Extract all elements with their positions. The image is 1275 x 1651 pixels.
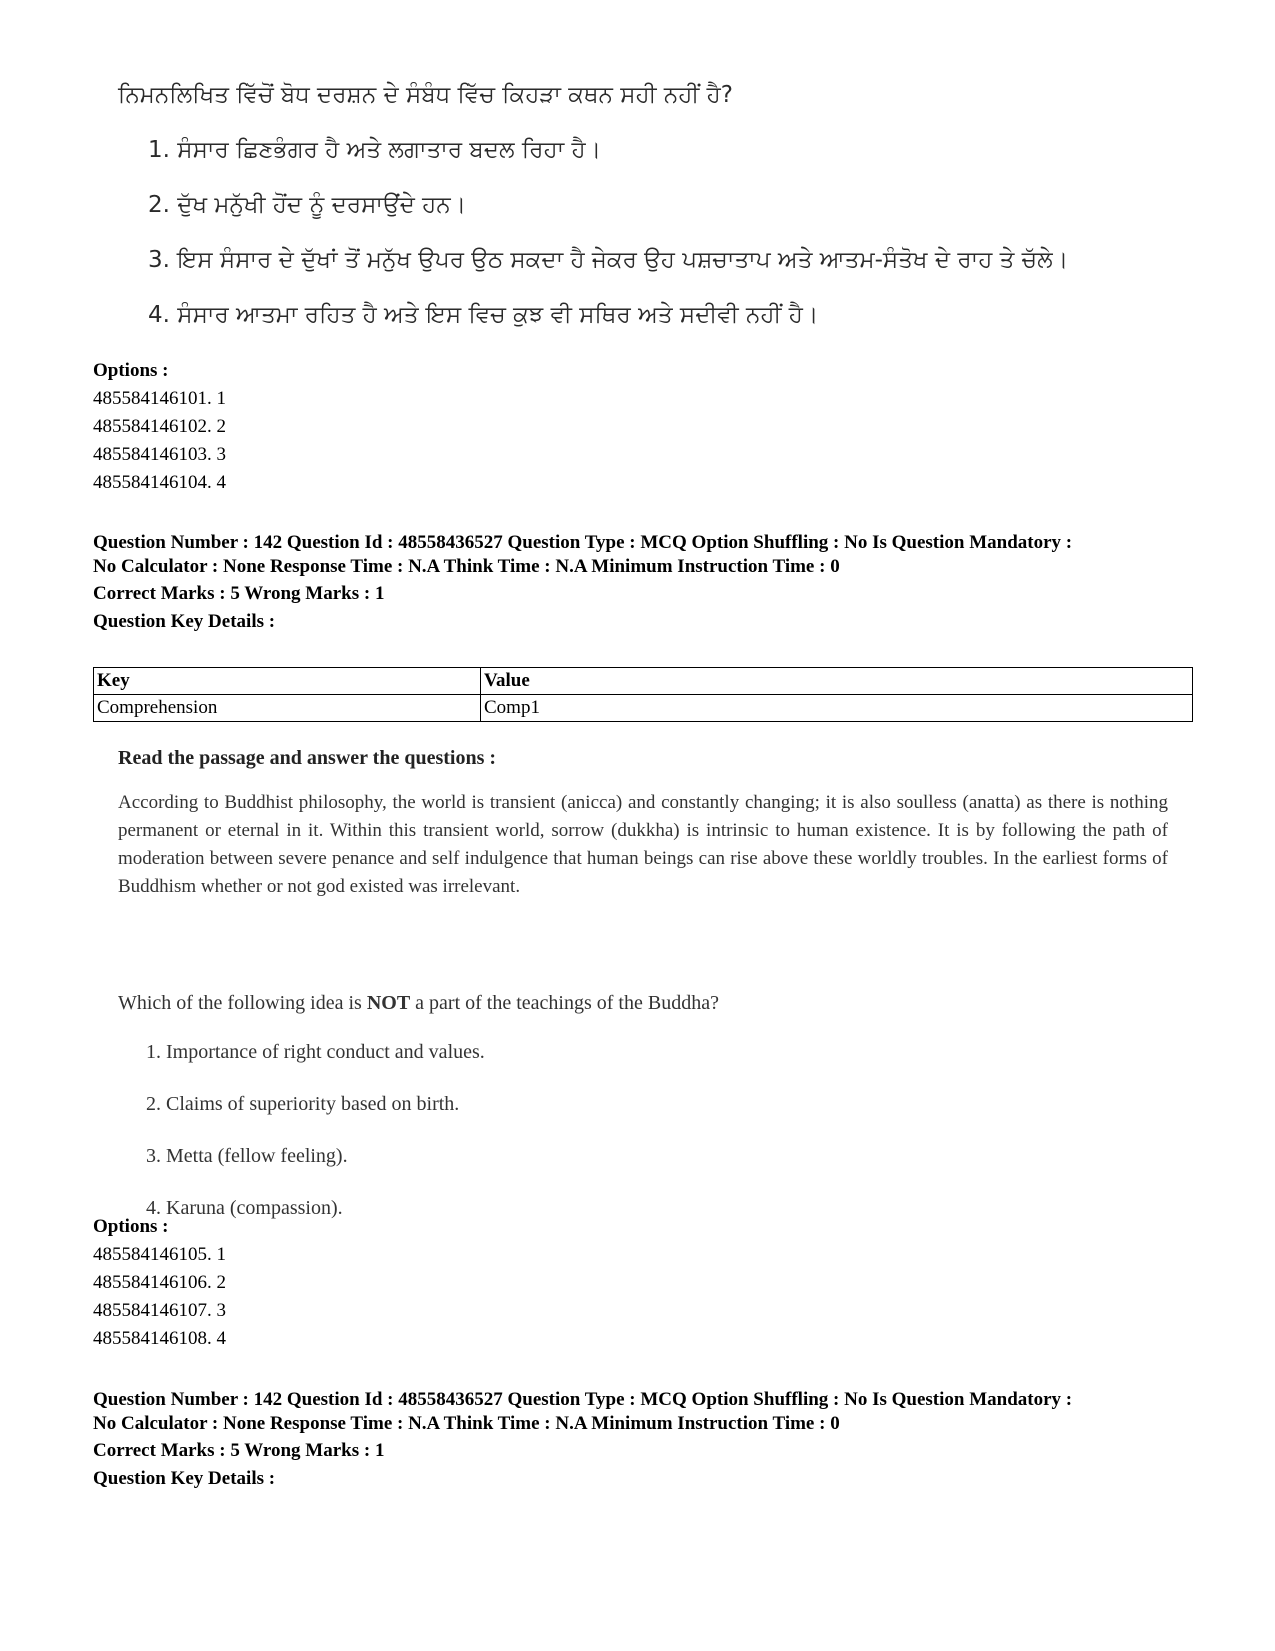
key-details-label: Question Key Details : <box>93 611 276 632</box>
option-item: 485584146107. 3 <box>93 1300 226 1321</box>
options-list-2 <box>93 1213 1193 1353</box>
question-meta-line2: No Calculator : None Response Time : N.A Think Time : N.A Minimum Instruction Time : 0 <box>93 556 840 577</box>
english-choice-3: 3. Metta (fellow feeling). <box>146 1145 348 1167</box>
question-meta-1 <box>93 531 1193 636</box>
key-value-table <box>93 667 1193 722</box>
question-emphasis: NOT <box>366 992 411 1014</box>
table-cell-key: Comprehension <box>94 695 481 722</box>
punjabi-statement-2: 2. ਦੁੱਖ ਮਨੁੱਖੀ ਹੋਂਦ ਨੂੰ ਦਰਸਾਉਂਦੇ ਹਨ। <box>148 192 467 219</box>
option-item: 485584146102. 2 <box>93 416 226 437</box>
english-question-text <box>118 992 1168 1015</box>
punjabi-question-text: ਨਿਮਨਲਿਖਿਤ ਵਿੱਚੋਂ ਬੋਧ ਦਰਸ਼ਨ ਦੇ ਸੰਬੰਧ ਵਿੱਚ ਕਿਹੜਾ ਕਥਨ ਸਹੀ ਨਹੀਂ ਹੈ? <box>118 82 733 108</box>
marks-line: Correct Marks : 5 Wrong Marks : 1 <box>93 1440 385 1461</box>
question-meta-2 <box>93 1388 1193 1493</box>
punjabi-statement-4: 4. ਸੰਸਾਰ ਆਤਮਾ ਰਹਿਤ ਹੈ ਅਤੇ ਇਸ ਵਿਚ ਕੁਝ ਵੀ ਸਥਿਰ ਅਤੇ ਸਦੀਵੀ ਨਹੀਂ ਹੈ। <box>148 302 819 329</box>
table-header-key: Key <box>94 668 481 695</box>
option-item: 485584146108. 4 <box>93 1328 226 1349</box>
question-meta-line2: No Calculator : None Response Time : N.A Think Time : N.A Minimum Instruction Time : 0 <box>93 1413 840 1434</box>
english-choice-1: 1. Importance of right conduct and values. <box>146 1041 485 1063</box>
question-meta-line1: Question Number : 142 Question Id : 48558436527 Question Type : MCQ Option Shuffling : No Is Question Mandatory : <box>93 532 1073 553</box>
question-text-after: a part of the teachings of the Buddha? <box>410 992 719 1014</box>
option-item: 485584146103. 3 <box>93 444 226 465</box>
punjabi-question-block <box>118 80 1118 355</box>
option-item: 485584146104. 4 <box>93 472 226 493</box>
key-details-label: Question Key Details : <box>93 1468 276 1489</box>
option-item: 485584146106. 2 <box>93 1272 226 1293</box>
table-row <box>94 695 1193 722</box>
table-header-row <box>94 668 1193 695</box>
comprehension-passage <box>118 744 1168 901</box>
punjabi-statement-3: 3. ਇਸ ਸੰਸਾਰ ਦੇ ਦੁੱਖਾਂ ਤੋਂ ਮਨੁੱਖ ਉਪਰ ਉਠ ਸਕਦਾ ਹੈ ਜੇਕਰ ਉਹ ਪਸ਼ਚਾਤਾਪ ਅਤੇ ਆਤਮ-ਸੰਤੋਖ ਦੇ ਰਾਹ ਤੇ ਚੱਲੇ। <box>148 247 1069 274</box>
options-list-1 <box>93 357 1193 497</box>
question-text-before: Which of the following idea is <box>118 992 367 1014</box>
options-heading: Options : <box>93 1216 169 1237</box>
english-question-block <box>118 992 1168 1249</box>
english-choice-2: 2. Claims of superiority based on birth. <box>146 1093 460 1115</box>
marks-line: Correct Marks : 5 Wrong Marks : 1 <box>93 583 385 604</box>
passage-text: According to Buddhist philosophy, the world is transient (anicca) and constantly changing; it is also soulless (anatta) as there is nothing permanent or eternal in it. Within this transient world, sorrow (dukkha) is intrinsic to human existence. It is by following the path of moderation between severe penance and self indulgence that human beings can rise above these worldly troubles. In the earliest forms of Buddhism whether or not god existed was irrelevant. <box>118 792 1168 897</box>
question-meta-line1: Question Number : 142 Question Id : 48558436527 Question Type : MCQ Option Shuffling : No Is Question Mandatory : <box>93 1389 1073 1410</box>
option-item: 485584146105. 1 <box>93 1244 226 1265</box>
table-header-value: Value <box>481 668 1193 695</box>
options-heading: Options : <box>93 360 169 381</box>
table-cell-value: Comp1 <box>481 695 1193 722</box>
english-choice-4: 4. Karuna (compassion). <box>146 1197 343 1219</box>
option-item: 485584146101. 1 <box>93 388 226 409</box>
punjabi-statement-1: 1. ਸੰਸਾਰ ਛਿਣਭੰਗਰ ਹੈ ਅਤੇ ਲਗਾਤਾਰ ਬਦਲ ਰਿਹਾ ਹੈ। <box>148 137 602 164</box>
passage-heading: Read the passage and answer the questions : <box>118 747 497 769</box>
